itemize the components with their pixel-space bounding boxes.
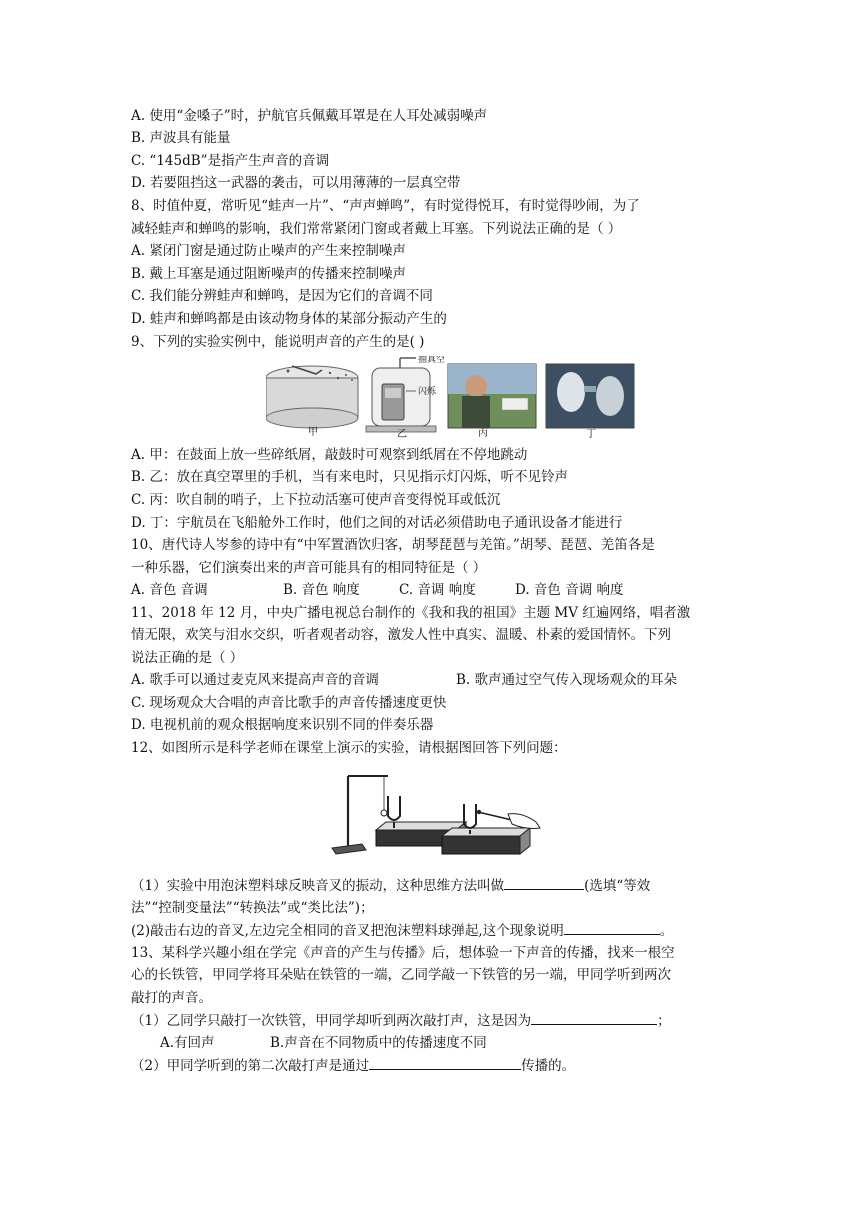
label-jia: 甲 [308, 427, 318, 438]
label-yi: 乙 [397, 429, 407, 440]
q8-stem-line2: 减轻蛙声和蝉鸣的影响，我们常常紧闭门窗或者戴上耳塞。下列说法正确的是（ ） [131, 221, 622, 237]
q10-stem-line2: 一种乐器，它们演奏出来的声音可能具有的相同特征是（ ） [131, 560, 487, 576]
q12-part2-end: 。 [659, 923, 674, 939]
q9-option-c: C. 丙：吹自制的哨子，上下拉动活塞可使声音变得悦耳或低沉 [131, 492, 501, 508]
flash-label: 闪烁 [418, 387, 437, 397]
q9-figure [266, 356, 642, 438]
q13-part2-line [131, 1055, 575, 1076]
q12-part1-choices: (选填“等效 [584, 878, 651, 894]
q12-stem: 12、如图所示是科学老师在课堂上演示的实验，请根据图回答下列问题： [131, 740, 567, 756]
q12-part2-text: (2)敲击右边的音叉,左边完全相同的音叉把泡沫塑料球弹起,这个现象说明 [131, 923, 564, 939]
q12-part1-blank[interactable] [504, 875, 584, 890]
q13-stem-line3: 敲打的声音。 [131, 990, 212, 1006]
q13-part1-option-b: B.声音在不同物质中的传播速度不同 [270, 1035, 487, 1051]
q13-part2-text: （2）甲同学听到的第二次敲打声是通过 [131, 1058, 370, 1074]
q12-part1-line1 [131, 875, 650, 896]
q11-option-d: D. 电视机前的观众根据响度来识别不同的伴奏乐器 [131, 717, 434, 733]
q8-option-d: D. 蛙声和蝉鸣都是由该动物身体的某部分振动产生的 [131, 311, 447, 327]
q13-part2-blank[interactable] [369, 1055, 521, 1070]
q12-part1-line2: 法”“控制变量法”“转换法”或“类比法”)； [131, 900, 374, 916]
q10-option-c: C. 音调 响度 [399, 582, 476, 598]
q13-part1-line [131, 1010, 671, 1031]
whistle-photo [448, 364, 536, 428]
q8-option-b: B. 戴上耳塞是通过阻断噪声的传播来控制噪声 [131, 266, 407, 282]
q8-option-c: C. 我们能分辨蛙声和蝉鸣，是因为它们的音调不同 [131, 288, 433, 304]
q11-stem-line3: 说法正确的是（ ） [131, 650, 244, 666]
q11-option-a: A. 歌手可以通过麦克风来提高声音的音调 [131, 672, 379, 688]
q10-stem-line1: 10、唐代诗人岑参的诗中有“中军置酒饮归客，胡琴琵琶与羌笛。”胡琴、琵琶、羌笛各是 [131, 537, 655, 553]
q9-option-b: B. 乙：放在真空罩里的手机，当有来电时，只见指示灯闪烁，听不见铃声 [131, 469, 569, 485]
q7-option-d: D. 若要阻挡这一武器的袭击，可以用薄薄的一层真空带 [131, 175, 461, 191]
q11-option-c: C. 现场观众大合唱的声音比歌手的声音传播速度更快 [131, 695, 447, 711]
vacuum-label: 抽真空 [418, 356, 446, 365]
astronaut-photo [546, 364, 634, 428]
q10-option-a: A. 音色 音调 [131, 582, 208, 598]
q13-part1-text: （1）乙同学只敲打一次铁管，甲同学却听到两次敲打声，这是因为 [131, 1013, 532, 1029]
label-bing: 丙 [478, 428, 488, 439]
q8-stem-line1: 8、时值仲夏，常听见“蛙声一片”、“声声蝉鸣”，有时觉得悦耳，有时觉得吵闹，为了 [131, 198, 640, 214]
q13-stem-line1: 13、某科学兴趣小组在学完《声音的产生与传播》后，想体验一下声音的传播，找来一根空 [131, 945, 675, 961]
q12-part2-blank[interactable] [564, 920, 660, 935]
q11-stem-line2: 情无限，欢笑与泪水交织，听者观者动容，激发人性中真实、温暖、朴素的爱国情怀。下列 [131, 627, 671, 643]
label-ding: 丁 [586, 429, 596, 440]
q7-option-c: C. “145dB”是指产生声音的音调 [131, 153, 330, 169]
tuning-fork-drawing [322, 768, 544, 864]
q10-option-b: B. 音色 响度 [283, 582, 360, 598]
q7-option-a: A. 使用“金嗓子”时，护航官兵佩戴耳罩是在人耳处减弱噪声 [131, 108, 488, 124]
q13-part2-end: 传播的。 [521, 1058, 576, 1074]
q12-part2-line [131, 920, 673, 941]
q9-option-d: D. 丁：宇航员在飞船舱外工作时，他们之间的对话必须借助电子通讯设备才能进行 [131, 515, 623, 531]
q11-stem-line1: 11、2018 年 12 月，中央广播电视总台制作的《我和我的祖国》主题 MV 红遍网络，唱者激 [131, 605, 691, 621]
q9-stem: 9、下列的实验实例中，能说明声音的产生的是( ) [131, 334, 425, 350]
q10-option-d: D. 音色 音调 响度 [515, 582, 624, 598]
q13-stem-line2: 心的长铁管，甲同学将耳朵贴在铁管的一端，乙同学敲一下铁管的另一端，甲同学听到两次 [131, 967, 671, 983]
q7-option-b: B. 声波具有能量 [131, 130, 231, 146]
q13-part1-option-a: A.有回声 [160, 1035, 215, 1051]
q12-part1-text: （1）实验中用泡沫塑料球反映音叉的振动，这种思维方法叫做 [131, 878, 505, 894]
q11-options-ab [131, 670, 677, 690]
q12-figure [322, 768, 544, 864]
q13-part1-blank[interactable] [531, 1010, 657, 1025]
q13-part1-options [160, 1033, 487, 1053]
q10-options-row [131, 580, 624, 600]
drum-illustration [266, 366, 358, 428]
q8-option-a: A. 紧闭门窗是通过防止噪声的产生来控制噪声 [131, 243, 406, 259]
q9-option-a: A. 甲：在鼓面上放一些碎纸屑，敲鼓时可观察到纸屑在不停地跳动 [131, 447, 528, 463]
q11-option-b: B. 歌声通过空气传入现场观众的耳朵 [456, 672, 678, 688]
q13-part1-end: ； [657, 1013, 671, 1029]
